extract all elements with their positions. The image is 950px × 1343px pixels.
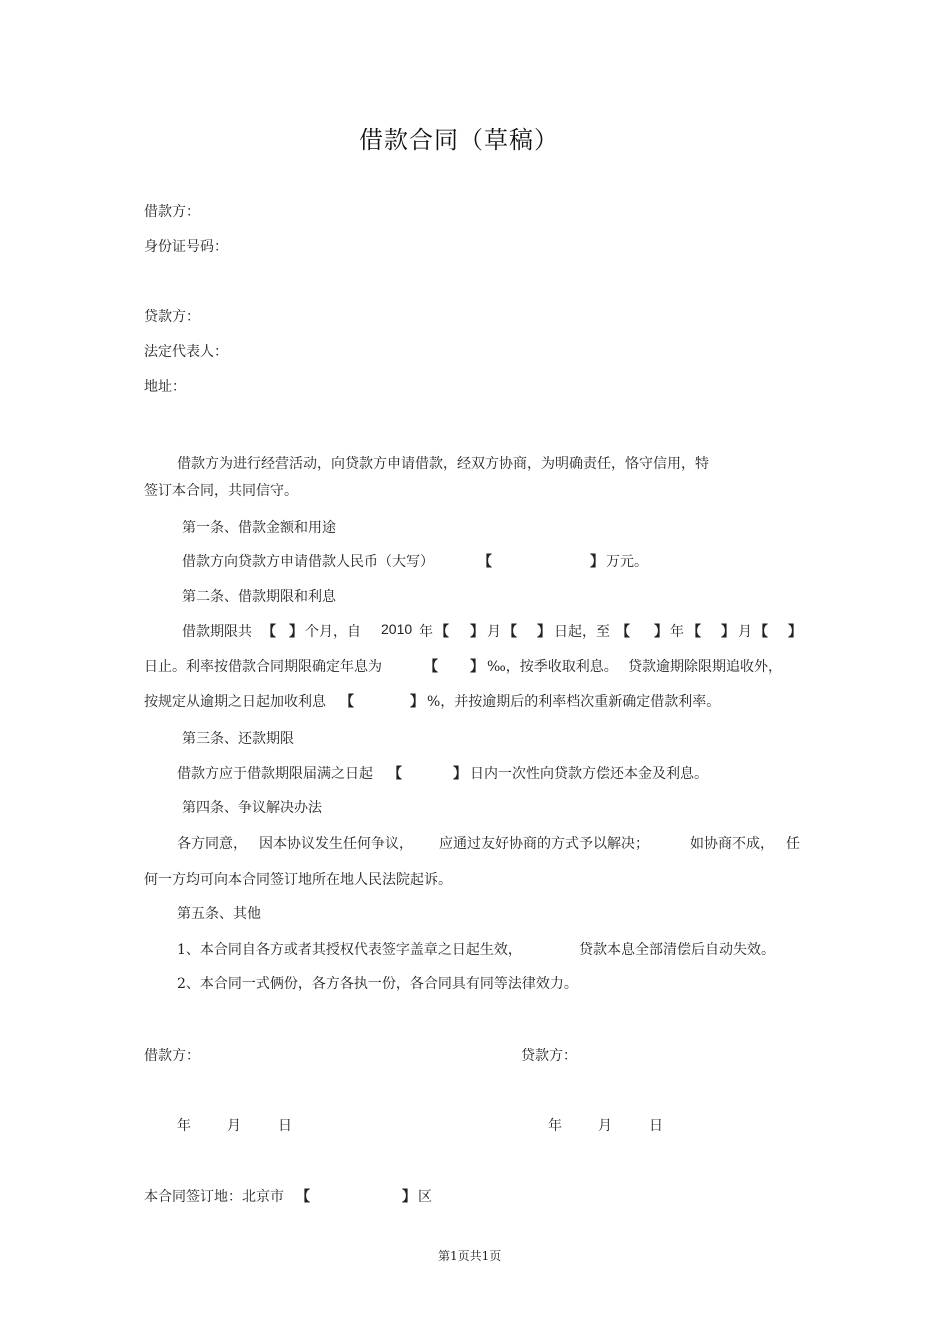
start-day-bracket-open: 【 <box>503 624 517 640</box>
start-month-bracket-open: 【 <box>435 624 449 640</box>
article-5-item-1-end: 贷款本息全部清偿后自动失效。 <box>579 942 775 958</box>
article-3-heading: 第三条、还款期限 <box>182 731 294 747</box>
id-number-label: 身份证号码： <box>144 239 228 255</box>
penalty-unit-text: %，并按逾期后的利率档次重新确定借款利率。 <box>427 694 721 710</box>
repay-bracket-close: 】 <box>453 766 467 782</box>
article-4-part-c: 应通过友好协商的方式予以解决； <box>439 836 649 852</box>
article-5-item-2: 2、本合同一式俩份，各方各执一份，各合同具有同等法律效力。 <box>177 976 578 992</box>
repay-bracket-open: 【 <box>388 766 402 782</box>
lender-date-year: 年 <box>548 1118 562 1134</box>
overdue-text: 贷款逾期除限期追收外， <box>628 659 782 675</box>
term-months-text: 个月，自 <box>305 624 361 640</box>
lender-date-day: 日 <box>649 1118 663 1134</box>
penalty-bracket-close: 】 <box>410 694 424 710</box>
penalty-bracket-open: 【 <box>340 694 354 710</box>
amount-bracket-close: 】 <box>590 554 604 570</box>
term-bracket-close: 】 <box>289 624 303 640</box>
borrower-date-day: 日 <box>278 1118 292 1134</box>
borrower-date-month: 月 <box>227 1118 241 1134</box>
rate-unit-text: ‰，按季收取利息。 <box>487 659 618 675</box>
article-4-part-b: 因本协议发生任何争议， <box>259 836 413 852</box>
rate-text: 日止。利率按借款合同期限确定年息为 <box>144 659 382 675</box>
article-3-text-end: 日内一次性向贷款方偿还本金及利息。 <box>470 766 708 782</box>
article-2-heading: 第二条、借款期限和利息 <box>182 589 336 605</box>
start-day-bracket-close: 】 <box>537 624 551 640</box>
article-4-part-e: 任 <box>786 836 800 852</box>
end-month-bracket-close: 】 <box>721 624 735 640</box>
signature-borrower-label: 借款方： <box>144 1048 200 1064</box>
end-day-bracket-close: 】 <box>788 624 802 640</box>
borrower-label: 借款方： <box>144 204 200 220</box>
term-label: 借款期限共 <box>182 624 252 640</box>
article-5-heading: 第五条、其他 <box>177 906 261 922</box>
article-4-part-a: 各方同意， <box>177 836 247 852</box>
lender-label: 贷款方： <box>144 309 200 325</box>
district-bracket-close: 】 <box>402 1189 416 1205</box>
end-year-bracket-close: 】 <box>654 624 668 640</box>
signature-lender-label: 贷款方： <box>521 1048 577 1064</box>
start-year-label: 年 <box>419 624 433 640</box>
rate-bracket-open: 【 <box>424 659 438 675</box>
term-bracket-open: 【 <box>262 624 276 640</box>
legal-rep-label: 法定代表人： <box>144 344 228 360</box>
start-day-text: 日起，至 <box>554 624 610 640</box>
district-bracket-open: 【 <box>296 1189 310 1205</box>
rate-bracket-close: 】 <box>470 659 484 675</box>
start-month-bracket-close: 】 <box>470 624 484 640</box>
article-1-heading: 第一条、借款金额和用途 <box>182 520 336 536</box>
end-month-bracket-open: 【 <box>687 624 701 640</box>
penalty-text: 按规定从逾期之日起加收利息 <box>144 694 326 710</box>
page-number: 第1页共1页 <box>438 1249 502 1263</box>
end-month-label: 月 <box>738 624 752 640</box>
district-label: 区 <box>418 1189 432 1205</box>
end-year-label: 年 <box>670 624 684 640</box>
start-month-label: 月 <box>487 624 501 640</box>
end-day-bracket-open: 【 <box>754 624 768 640</box>
article-4-part-d: 如协商不成， <box>690 836 774 852</box>
article-5-item-1: 1、本合同自各方或者其授权代表签字盖章之日起生效， <box>177 942 522 958</box>
article-3-text: 借款方应于借款期限届满之日起 <box>177 766 373 782</box>
intro-line-1: 借款方为进行经营活动，向贷款方申请借款，经双方协商，为明确责任，恪守信用，特 <box>177 456 709 472</box>
borrower-date-year: 年 <box>177 1118 191 1134</box>
article-1-text: 借款方向贷款方申请借款人民币（大写） <box>182 554 434 570</box>
end-year-bracket-open: 【 <box>616 624 630 640</box>
article-4-line-2: 何一方均可向本合同签订地所在地人民法院起诉。 <box>144 872 452 888</box>
article-1-unit: 万元。 <box>606 554 648 570</box>
sign-place-label: 本合同签订地：北京市 <box>144 1189 284 1205</box>
article-4-heading: 第四条、争议解决办法 <box>182 800 322 816</box>
start-year: 2010 <box>381 621 413 637</box>
address-label: 地址： <box>144 379 186 395</box>
lender-date-month: 月 <box>598 1118 612 1134</box>
page-title: 借款合同（草稿） <box>359 126 559 154</box>
amount-bracket-open: 【 <box>478 554 492 570</box>
intro-line-2: 签订本合同，共同信守。 <box>144 483 298 499</box>
